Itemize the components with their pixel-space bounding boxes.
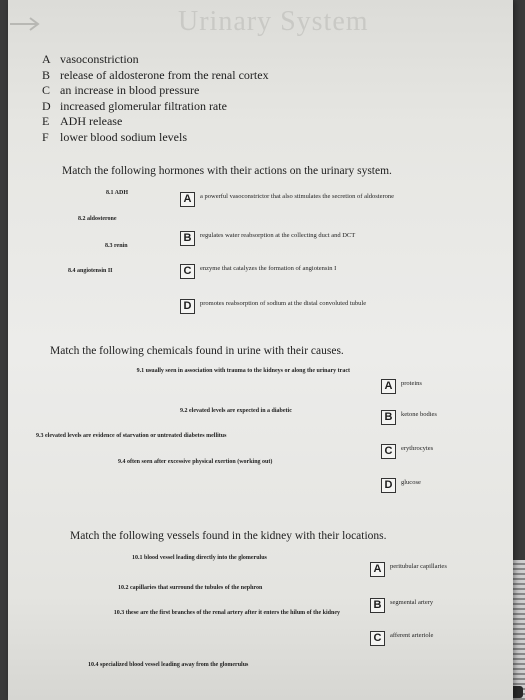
answer-option: C enzyme that catalyzes the formation of angiotensin I xyxy=(180,264,400,279)
question-10-item: 10.1 blood vessel leading directly into the glomerulus xyxy=(132,555,267,561)
answer-option: B ketone bodies xyxy=(381,410,441,425)
question-9-item: 9.2 elevated levels are expected in a diabetic xyxy=(180,408,292,414)
answer-letter-box: D xyxy=(381,478,396,493)
list-item: F lower blood sodium levels xyxy=(42,129,187,144)
answer-option: D glucose xyxy=(381,478,481,493)
question-10-item: 10.3 these are the first branches of the renal artery after it enters the hilum of the kidney xyxy=(113,610,340,616)
answer-letter-box: A xyxy=(381,379,396,394)
answer-letter-box: A xyxy=(370,562,385,577)
option-list xyxy=(42,52,269,145)
answer-letter-box: D xyxy=(180,299,195,314)
question-10-item: 10.4 specialized blood vessel leading away from the glomerulus xyxy=(88,662,249,668)
list-item: C an increase in blood pressure xyxy=(42,83,200,97)
answer-option: D promotes reabsorption of sodium at the distal convoluted tubule xyxy=(180,299,400,314)
question-9-item: 9.1 usually seen in association with trauma to the kidneys or along the urinary tract xyxy=(136,368,350,374)
answer-letter-box: C xyxy=(370,631,385,646)
question-8-item: 8.1 ADH xyxy=(106,190,129,196)
answer-letter-box: B xyxy=(370,598,385,613)
answer-letter-box: A xyxy=(180,192,195,207)
list-item: A vasoconstriction xyxy=(42,52,139,66)
answer-option: A a powerful vasoconstrictor that also stimulates the secretion of aldosterone xyxy=(180,192,400,207)
list-item: D increased glomerular filtration rate xyxy=(42,98,227,113)
question-9-prompt: Match the following chemicals found in urine with their causes. xyxy=(50,345,344,357)
question-10-item: 10.2 capillaries that surround the tubules of the nephron xyxy=(118,585,263,591)
answer-letter-box: B xyxy=(381,410,396,425)
question-8-item: 8.2 aldosterone xyxy=(78,216,117,222)
question-8-prompt: Match the following hormones with their actions on the urinary system. xyxy=(62,165,392,177)
faded-header: Urinary System xyxy=(178,6,369,37)
answer-letter-box: B xyxy=(180,231,195,246)
answer-letter-box: C xyxy=(381,444,396,459)
question-9-item: 9.3 elevated levels are evidence of starvation or untreated diabetes mellitus xyxy=(36,433,227,439)
answer-option: A peritubular capillaries xyxy=(370,562,450,577)
answer-option: B segmental artery xyxy=(370,598,480,613)
answer-option: B regulates water reabsorption at the collecting duct and DCT xyxy=(180,231,420,246)
list-item: B release of aldosterone from the renal cortex xyxy=(42,67,269,82)
answer-option: C afferent arteriole xyxy=(370,631,480,646)
list-item: E ADH release xyxy=(42,114,123,128)
fold-arrow-icon xyxy=(8,10,48,40)
question-8-item: 8.4 angiotensin II xyxy=(68,268,113,274)
worksheet-page xyxy=(8,0,513,700)
answer-option: C erythrocytes xyxy=(381,444,481,459)
answer-letter-box: C xyxy=(180,264,195,279)
question-10-prompt: Match the following vessels found in the kidney with their locations. xyxy=(70,530,387,542)
answer-option: A proteins xyxy=(381,379,481,394)
question-8-item: 8.3 renin xyxy=(105,243,128,249)
question-9-item: 9.4 often seen after excessive physical exertion (working out) xyxy=(118,459,273,465)
background-surface xyxy=(511,560,525,700)
